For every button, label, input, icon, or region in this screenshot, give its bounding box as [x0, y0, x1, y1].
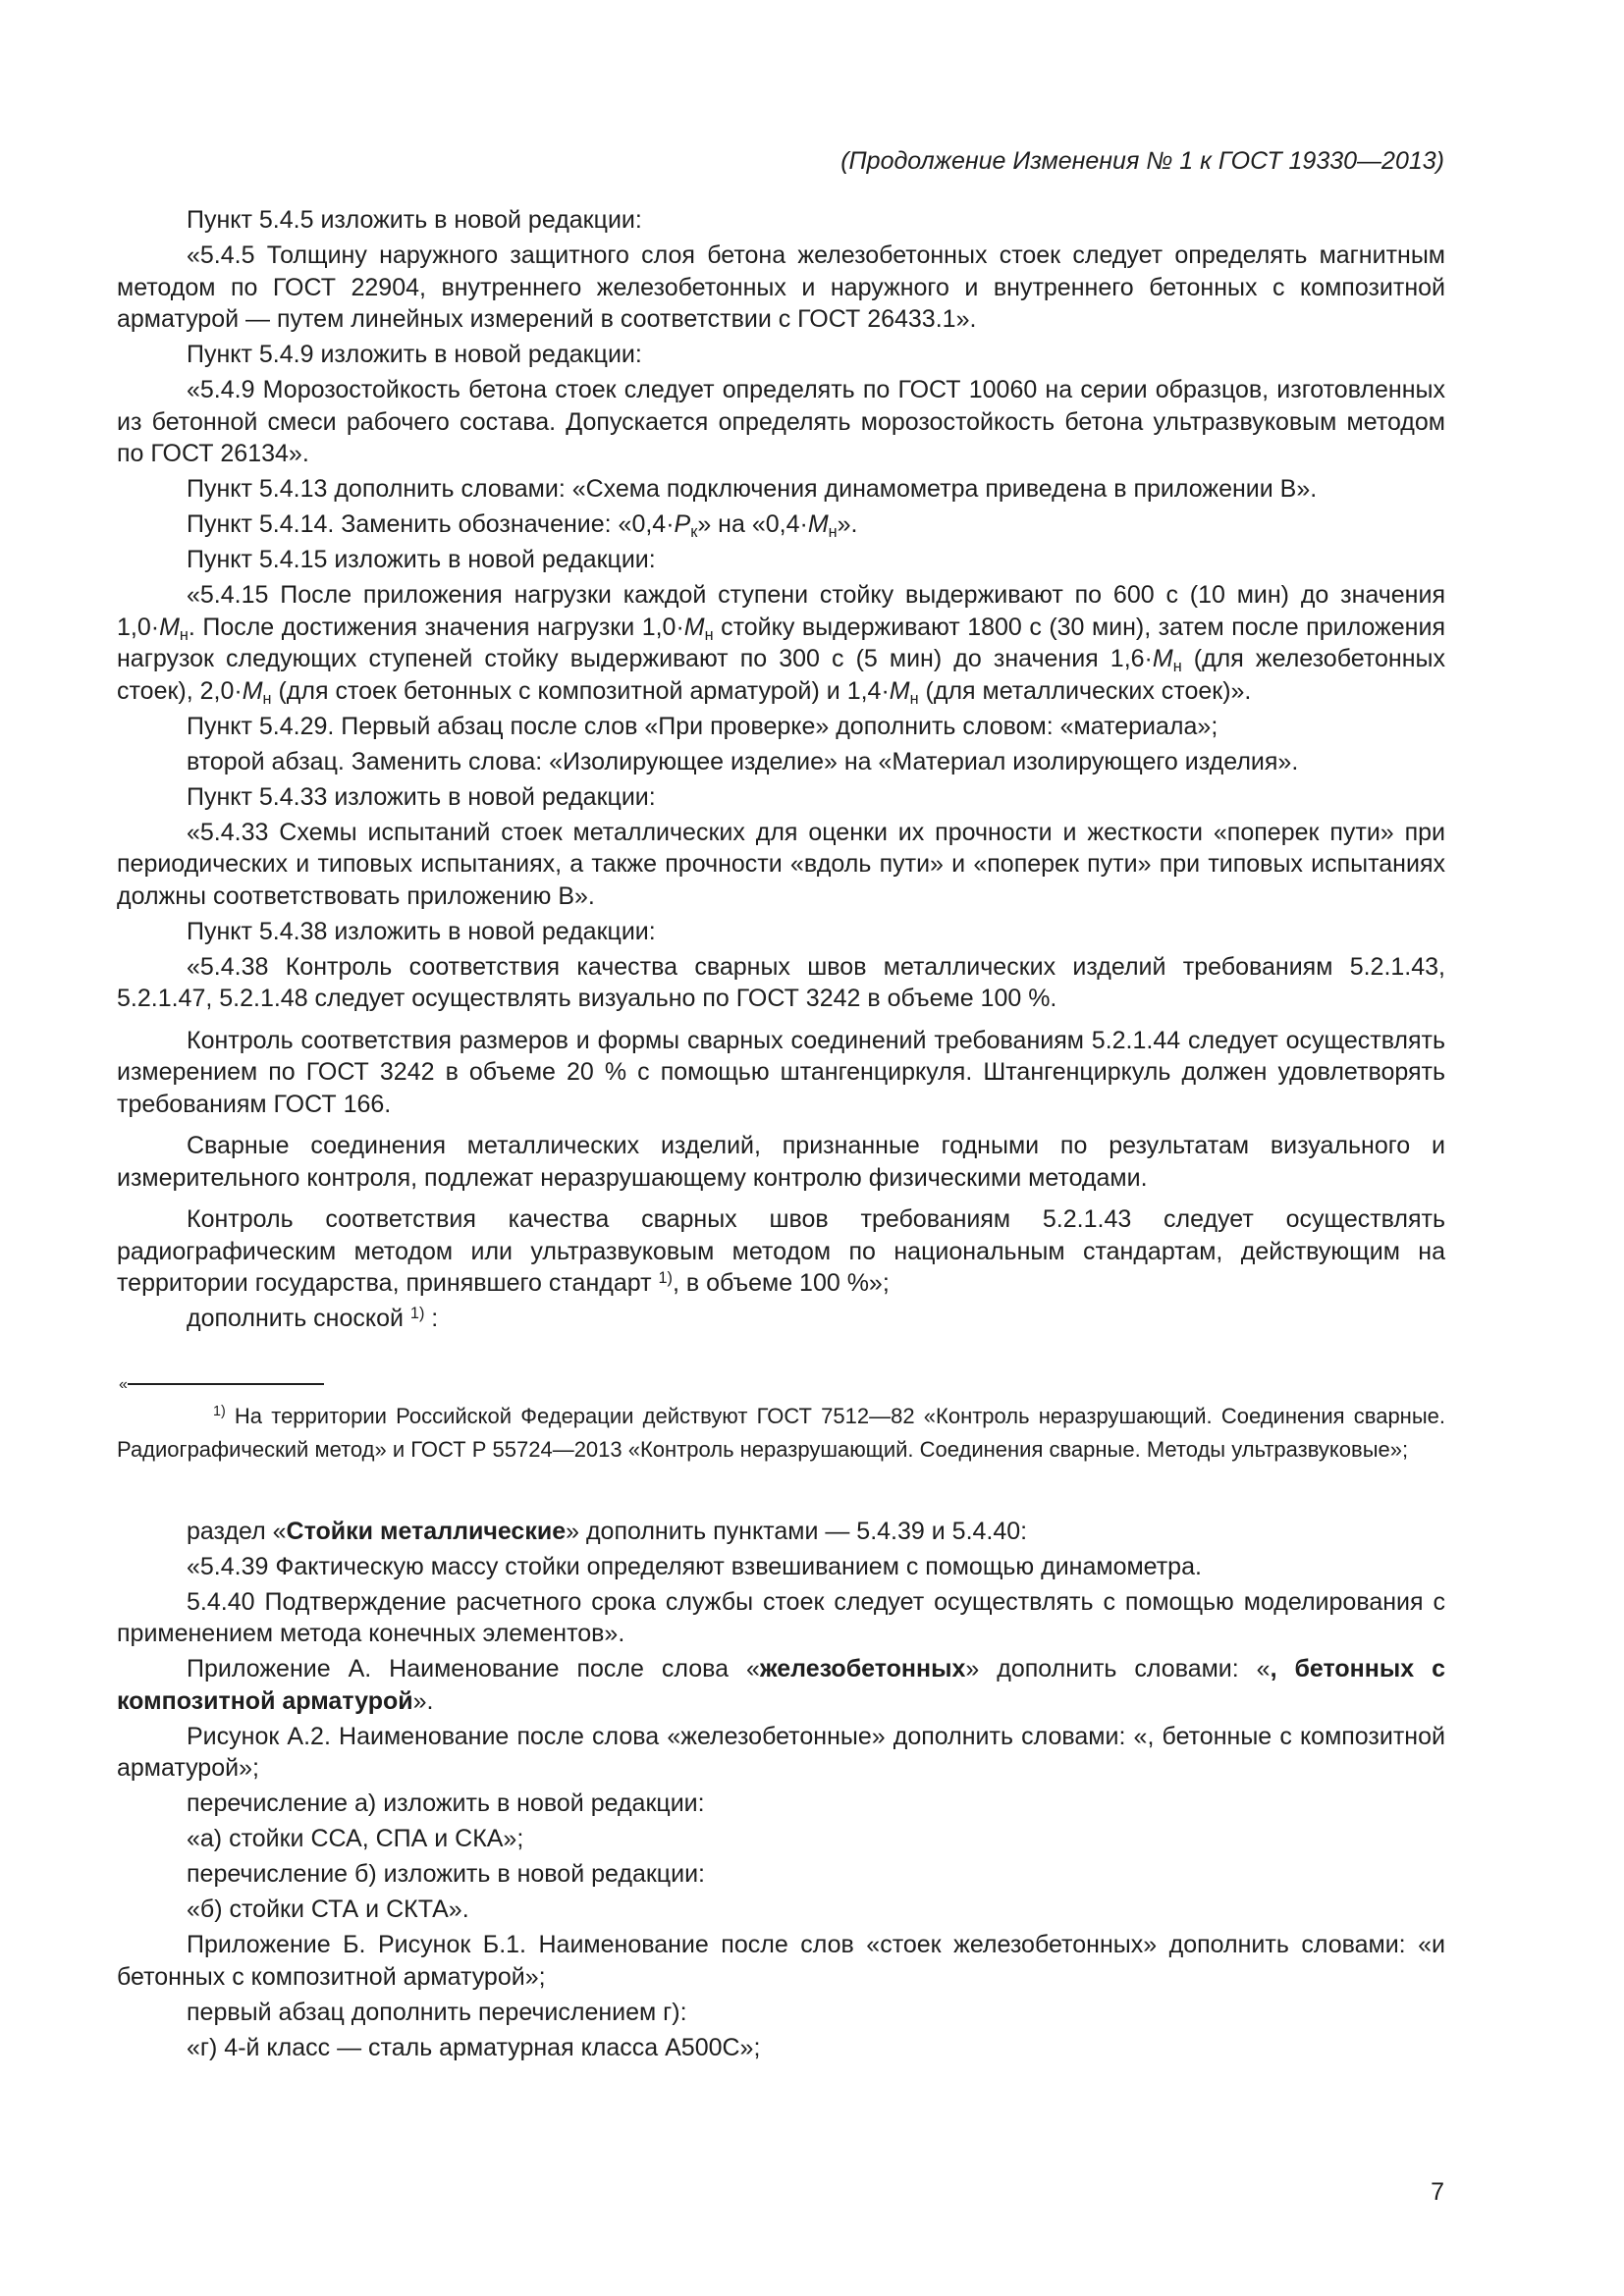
paragraph: перечисление б) изложить в новой редакции:: [187, 1860, 705, 1888]
paragraph: Пункт 5.4.5 изложить в новой редакции:: [187, 206, 642, 234]
document-body: [117, 204, 1445, 2067]
paragraph: «5.4.5 Толщину наружного защитного слоя бетона железобетонных стоек следует определять магнитным методом по ГОСТ 22904, внутреннего железобетонных и наружного и внутреннего бетонных с композитной арматурой — путем линейных измерений в соответствии с ГОСТ 26433.1».: [117, 241, 1445, 333]
paragraph: раздел «Стойки металлические» дополнить пунктами — 5.4.39 и 5.4.40:: [187, 1517, 1028, 1545]
footnote: $^{1)}$ На территории Российской Федерации действуют ГОСТ 7512—82 «Контроль неразрушающий. Соединения сварные. Радиографический метод» и ГОСТ Р 55724—2013 «Контроль неразрушающий. Соединения сварные. Методы ультразвуковые»;: [117, 1403, 1445, 1462]
paragraph: «а) стойки ССА, СПА и СКА»;: [187, 1825, 524, 1852]
paragraph: «5.4.39 Фактическую массу стойки определяют взвешиванием с помощью динамометра.: [187, 1552, 1202, 1580]
symbol-p: P: [674, 510, 691, 538]
paragraph: «5.4.38 Контроль соответствия качества сварных швов металлических изделий требованиям 5.2.1.43, 5.2.1.47, 5.2.1.48 следует осуществлять визуально по ГОСТ 3242 в объеме 100 %.: [117, 952, 1445, 1012]
page-number: 7: [1431, 2178, 1444, 2206]
footnote-quote: «: [119, 1375, 128, 1393]
paragraph: «5.4.15 После приложения нагрузки каждой ступени стойку выдерживают по 600 с (10 мин) до значения $1,0\cdot M_н$. После достижения значения нагрузки $1,0\cdot M_н$ стойку выдерживают 1800 с (30 мин), затем после приложения нагрузок следующих ступеней стойку выдерживают по 300 с (5 мин) до значения $1,6\cdot M_н$ (для железобетонных стоек), $2,0\cdot M_н$ (для стоек бетонных с композитной арматурой) и $1,4\cdot M_н$ (для металлических стоек)».: [117, 581, 1445, 708]
paragraph: «г) 4-й класс — сталь арматурная класса А500С»;: [187, 2033, 761, 2061]
symbol-m: M: [807, 510, 829, 538]
paragraph: Пункт 5.4.38 изложить в новой редакции:: [187, 917, 656, 945]
paragraph: Пункт 5.4.15 изложить в новой редакции:: [187, 546, 656, 573]
paragraph: Приложение А. Наименование после слова «железобетонных» дополнить словами: «, бетонных с композитной арматурой».: [117, 1655, 1445, 1715]
footnote-ref: 1): [409, 1305, 425, 1322]
paragraph: Пункт 5.4.9 изложить в новой редакции:: [187, 341, 642, 368]
paragraph: Пункт 5.4.29. Первый абзац после слов «При проверке» дополнить словом: «материала»;: [187, 712, 1218, 740]
paragraph: Пункт 5.4.14. Заменить обозначение: «$0,4\cdot P_к$» на «$0,4\cdot M_н$».: [187, 510, 858, 541]
footnote-ref: 1): [658, 1269, 673, 1287]
paragraph: Пункт 5.4.33 изложить в новой редакции:: [187, 782, 656, 811]
running-header: (Продолжение Изменения № 1 к ГОСТ 19330—2013): [840, 147, 1444, 175]
paragraph: «б) стойки СТА и СКТА».: [187, 1896, 469, 1923]
footnote-separator: [119, 1374, 1445, 1396]
paragraph: Контроль соответствия качества сварных швов требованиям 5.2.1.43 следует осуществлять радиографическим методом или ультразвуковым методом по национальным стандартам, действующим на территории государства, принявшего стандарт $^{1)}$, в объеме 100 %»;: [117, 1205, 1445, 1297]
paragraph: Пункт 5.4.13 дополнить словами: «Схема подключения динамометра приведена в приложении В».: [187, 475, 1318, 503]
paragraph: «5.4.33 Схемы испытаний стоек металлических для оценки их прочности и жесткости «поперек пути» при периодических и типовых испытаниях, а также прочности «вдоль пути» и «поперек пути» при типовых испытаниях должны соответствовать приложению В».: [117, 818, 1445, 910]
paragraph: перечисление а) изложить в новой редакции:: [187, 1789, 705, 1817]
paragraph: второй абзац. Заменить слова: «Изолирующее изделие» на «Материал изолирующего изделия».: [187, 747, 1299, 775]
footnote-rule: [128, 1383, 324, 1385]
paragraph: первый абзац дополнить перечислением г):: [187, 1998, 687, 2026]
paragraph: Приложение Б. Рисунок Б.1. Наименование после слов «стоек железобетонных» дополнить словами: «и бетонных с композитной арматурой»;: [117, 1931, 1445, 1991]
paragraph: «5.4.9 Морозостойкость бетона стоек следует определять по ГОСТ 10060 на серии образцов, изготовленных из бетонной смеси рабочего состава. Допускается определять морозостойкость бетона ультразвуковым методом по ГОСТ 26134».: [117, 376, 1445, 467]
paragraph: Сварные соединения металлических изделий, признанные годными по результатам визуального и измерительного контроля, подлежат неразрушающему контролю физическими методами.: [117, 1132, 1445, 1192]
paragraph: Контроль соответствия размеров и формы сварных соединений требованиям 5.2.1.44 следует осуществлять измерением по ГОСТ 3242 в объеме 20 % с помощью штангенциркуля. Штангенциркуль должен удовлетворять требованиям ГОСТ 166.: [117, 1026, 1445, 1118]
paragraph: дополнить сноской $^{1)}$ :: [187, 1305, 439, 1332]
paragraph: 5.4.40 Подтверждение расчетного срока службы стоек следует осуществлять с помощью моделирования с применением метода конечных элементов».: [117, 1587, 1445, 1647]
paragraph: Рисунок А.2. Наименование после слова «железобетонные» дополнить словами: «, бетонные с композитной арматурой»;: [117, 1722, 1445, 1782]
